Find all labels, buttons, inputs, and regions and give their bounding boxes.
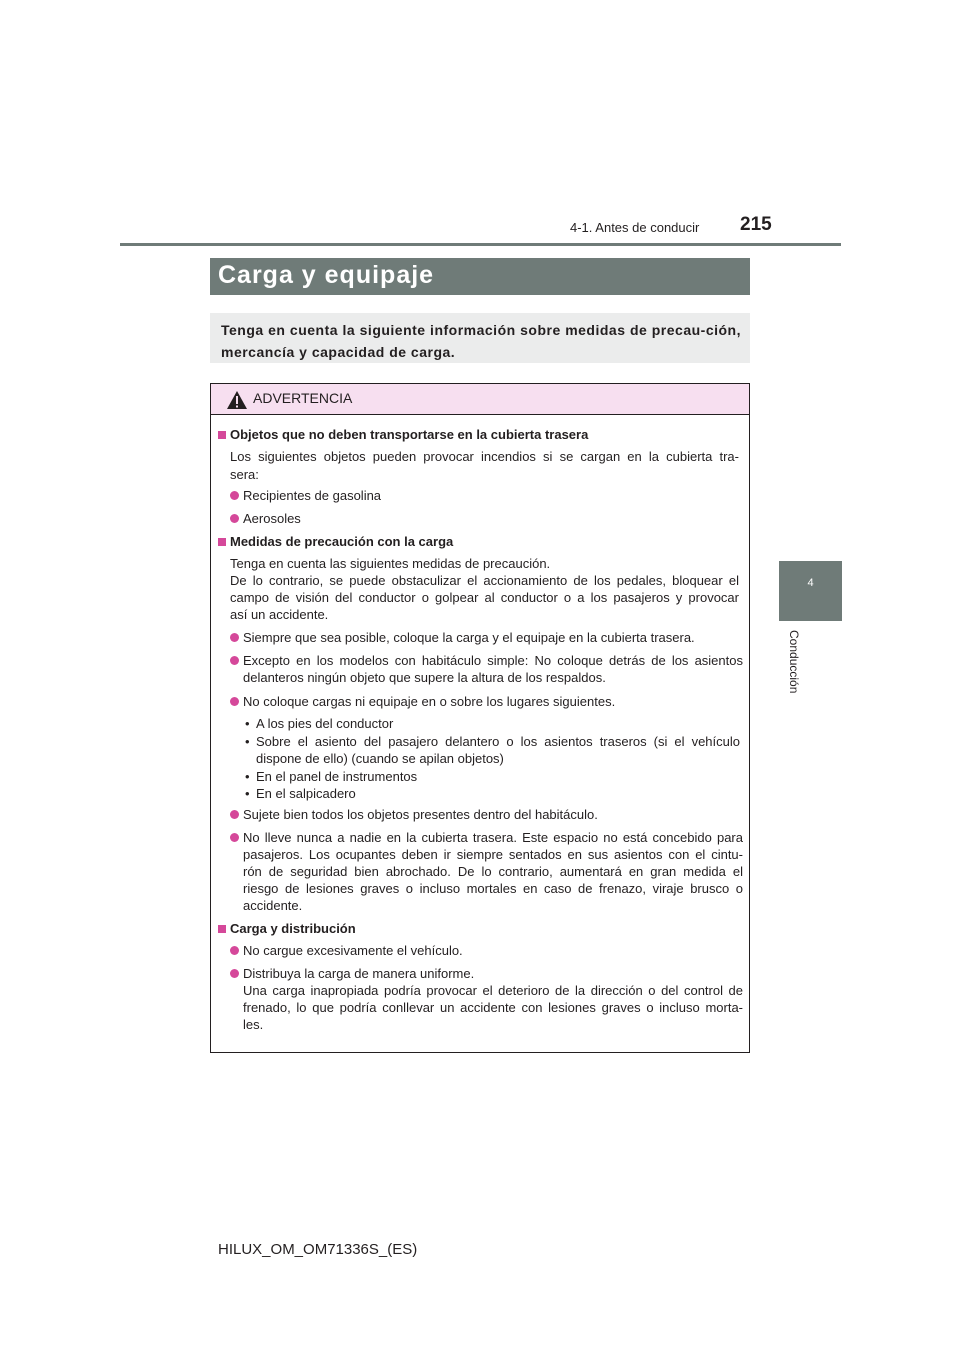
page-number: 215	[740, 214, 772, 235]
sub-bullet-seats: Sobre el asiento del pasajero delantero o los asientos traseros (si el vehículo	[256, 734, 740, 749]
bullet-dot	[230, 633, 239, 642]
bullet-line: riesgo de lesiones graves o incluso mortales en caso de frenazo, viraje brusco o	[243, 881, 743, 896]
heading-objects: Objetos que no deben transportarse en la cubierta trasera	[230, 427, 589, 442]
header-rule	[120, 243, 841, 246]
bullet-line: delanteros ningún objeto que supere la altura de los respaldos.	[243, 670, 606, 685]
page-title: Carga y equipaje	[218, 261, 435, 289]
section-label: 4-1. Antes de conducir	[570, 220, 700, 235]
bullet-line: Una carga inapropiada podría provocar el deterioro de la dirección o del control de	[243, 983, 743, 998]
paragraph-line: Los siguientes objetos pueden provocar incendios si se cargan en la cubierta tra-	[230, 449, 739, 464]
warning-header	[211, 384, 749, 415]
paragraph-line: Tenga en cuenta las siguientes medidas de precaución.	[230, 556, 551, 571]
sub-bullet-marker: •	[245, 716, 250, 731]
bullet-dot	[230, 656, 239, 665]
warning-box	[210, 383, 750, 1053]
bullet-no-overload: No cargue excesivamente el vehículo.	[243, 943, 463, 958]
footer-code: HILUX_OM_OM71336S_(ES)	[218, 1241, 418, 1258]
bullet-line: Excepto en los modelos con habitáculo simple: No coloque detrás de los asientos	[243, 653, 743, 668]
chapter-number: 4	[807, 577, 814, 589]
bullet-places: No coloque cargas ni equipaje en o sobre los lugares siguientes.	[243, 694, 616, 709]
sub-bullet-seats-cont: dispone de ello) (cuando se apilan objetos)	[256, 751, 504, 766]
paragraph-line: campo de visión del conductor o golpear al conductor o a los pasajeros y provocar	[230, 590, 739, 605]
heading-distribution: Carga y distribución	[230, 921, 356, 936]
sub-bullet-driver-feet: A los pies del conductor	[256, 716, 394, 731]
bullet-gasoline: Recipientes de gasolina	[243, 488, 382, 503]
section-marker	[218, 925, 226, 933]
bullet-dot	[230, 969, 239, 978]
bullet-dot	[230, 514, 239, 523]
bullet-line: No lleve nunca a nadie en la cubierta trasera. Este espacio no está concebido para	[243, 830, 743, 845]
sub-bullet-marker: •	[245, 734, 250, 749]
paragraph-line: así un accidente.	[230, 607, 329, 622]
paragraph-line: De lo contrario, se puede obstaculizar el accionamiento de los pedales, bloquear el	[230, 573, 739, 588]
bullet-dot	[230, 491, 239, 500]
bullet-line: les.	[243, 1017, 264, 1032]
bullet-dot	[230, 810, 239, 819]
bullet-aerosols: Aerosoles	[243, 511, 301, 526]
section-marker	[218, 431, 226, 439]
chapter-name: Conducción	[787, 630, 801, 694]
heading-precautions: Medidas de precaución con la carga	[230, 534, 454, 549]
bullet-line: accidente.	[243, 898, 303, 913]
title-bar	[210, 258, 750, 295]
warning-triangle-icon	[226, 390, 248, 415]
bullet-rear-deck: Siempre que sea posible, coloque la carga y el equipaje en la cubierta trasera.	[243, 630, 695, 645]
section-marker	[218, 538, 226, 546]
sub-bullet-marker: •	[245, 786, 250, 801]
bullet-secure-objects: Sujete bien todos los objetos presentes dentro del habitáculo.	[243, 807, 598, 822]
paragraph-line: sera:	[230, 467, 259, 482]
bullet-dot	[230, 946, 239, 955]
sub-bullet-marker: •	[245, 769, 250, 784]
bullet-dot	[230, 697, 239, 706]
bullet-line: rón de seguridad bien abrochado. De lo contrario, aumentará en gran medida el	[243, 864, 743, 879]
bullet-line: Distribuya la carga de manera uniforme.	[243, 966, 475, 981]
bullet-line: pasajeros. Los ocupantes deben ir siempre sentados en sus asientos con el cintu-	[243, 847, 743, 862]
bullet-dot	[230, 833, 239, 842]
sub-bullet-dashboard: En el salpicadero	[256, 786, 356, 801]
intro-box	[210, 313, 750, 363]
intro-text: Tenga en cuenta la siguiente información sobre medidas de precau-ción, mercancía y capacidad de carga.	[221, 322, 741, 360]
bullet-line: frenado, lo que podría conllevar un accidente con lesiones graves o incluso morta-	[243, 1000, 743, 1015]
warning-title: ADVERTENCIA	[253, 390, 353, 406]
sub-bullet-instrument-panel: En el panel de instrumentos	[256, 769, 418, 784]
chapter-tab	[779, 561, 842, 621]
